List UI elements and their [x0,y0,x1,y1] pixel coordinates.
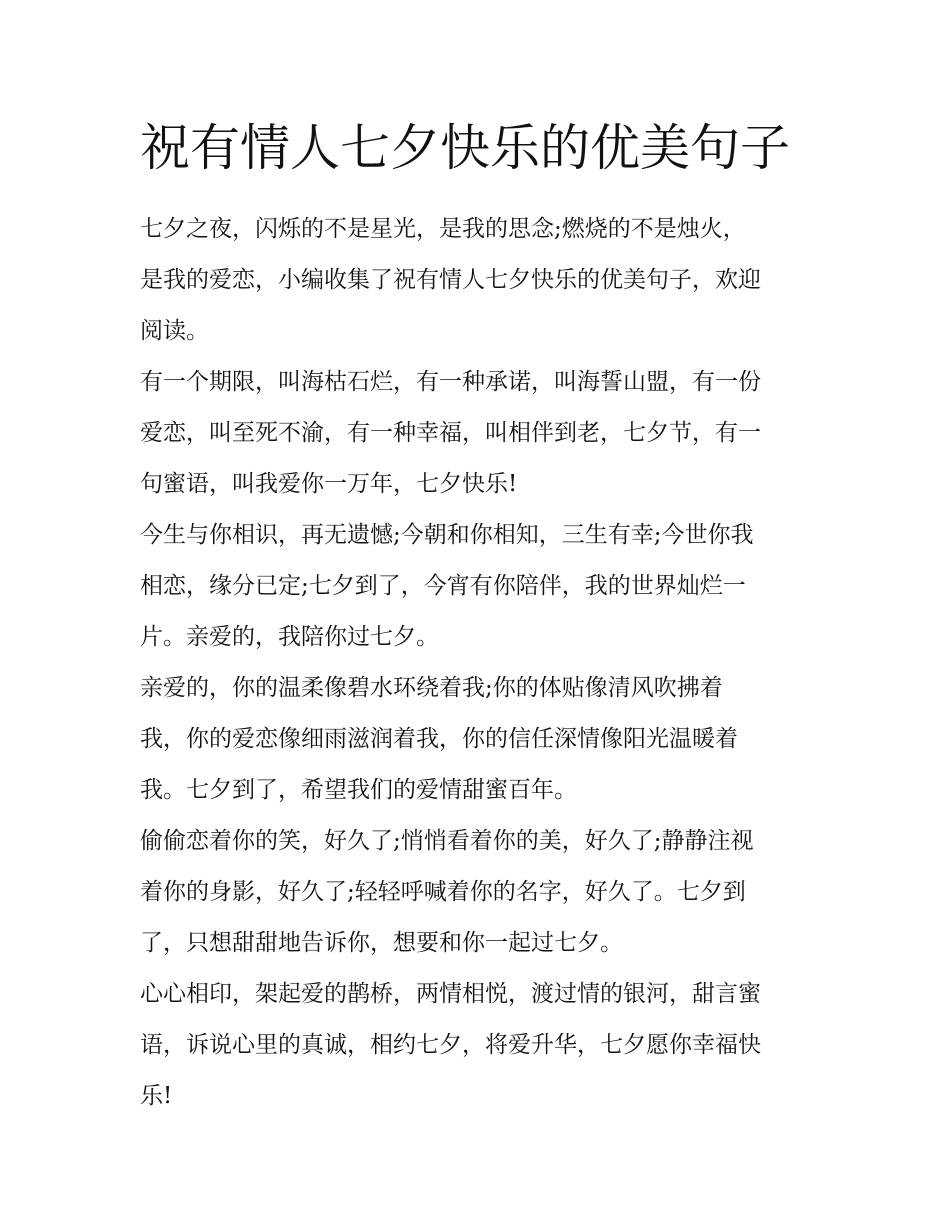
paragraph-6 [140,969,830,1122]
paragraph-line: 句蜜语，叫我爱你一万年，七夕快乐! [140,471,518,497]
paragraph-5 [140,816,830,969]
paragraph-line: 偷偷恋着你的笑，好久了;悄悄看着你的美，好久了;静静注视 [140,828,754,854]
paragraph-line: 心心相印，架起爱的鹊桥，两情相悦，渡过情的银河，甜言蜜 [140,981,761,1007]
paragraph-3 [140,510,830,663]
paragraph-line: 乐! [140,1083,173,1109]
paragraph-line: 我。七夕到了，希望我们的爱情甜蜜百年。 [140,777,577,803]
paragraph-line: 片。亲爱的，我陪你过七夕。 [140,624,439,650]
paragraph-4 [140,663,830,816]
paragraph-line: 亲爱的，你的温柔像碧水环绕着我;你的体贴像清风吹拂着 [140,675,723,701]
paragraph-line: 着你的身影，好久了;轻轻呼喊着你的名字，好久了。七夕到 [140,879,746,905]
paragraph-line: 七夕之夜，闪烁的不是星光，是我的思念;燃烧的不是烛火， [140,216,746,242]
paragraph-1 [140,204,830,357]
paragraph-line: 有一个期限，叫海枯石烂，有一种承诺，叫海誓山盟，有一份 [140,369,761,395]
paragraph-line: 相恋，缘分已定;七夕到了，今宵有你陪伴，我的世界灿烂一 [140,573,746,599]
page-title: 祝有情人七夕快乐的优美句子 [140,119,790,177]
paragraph-line: 爱恋，叫至死不渝，有一种幸福，叫相伴到老，七夕节，有一 [140,420,761,446]
paragraph-2 [140,357,830,510]
paragraph-line: 了，只想甜甜地告诉你，想要和你一起过七夕。 [140,930,623,956]
paragraph-line: 今生与你相识，再无遗憾;今朝和你相知，三生有幸;今世你我 [140,522,754,548]
paragraph-line: 我，你的爱恋像细雨滋润着我，你的信任深情像阳光温暖着 [140,726,738,752]
paragraph-line: 阅读。 [140,318,209,344]
paragraph-line: 语，诉说心里的真诚，相约七夕，将爱升华，七夕愿你幸福快 [140,1032,761,1058]
document-body [140,204,830,1122]
paragraph-line: 是我的爱恋，小编收集了祝有情人七夕快乐的优美句子，欢迎 [140,267,761,293]
